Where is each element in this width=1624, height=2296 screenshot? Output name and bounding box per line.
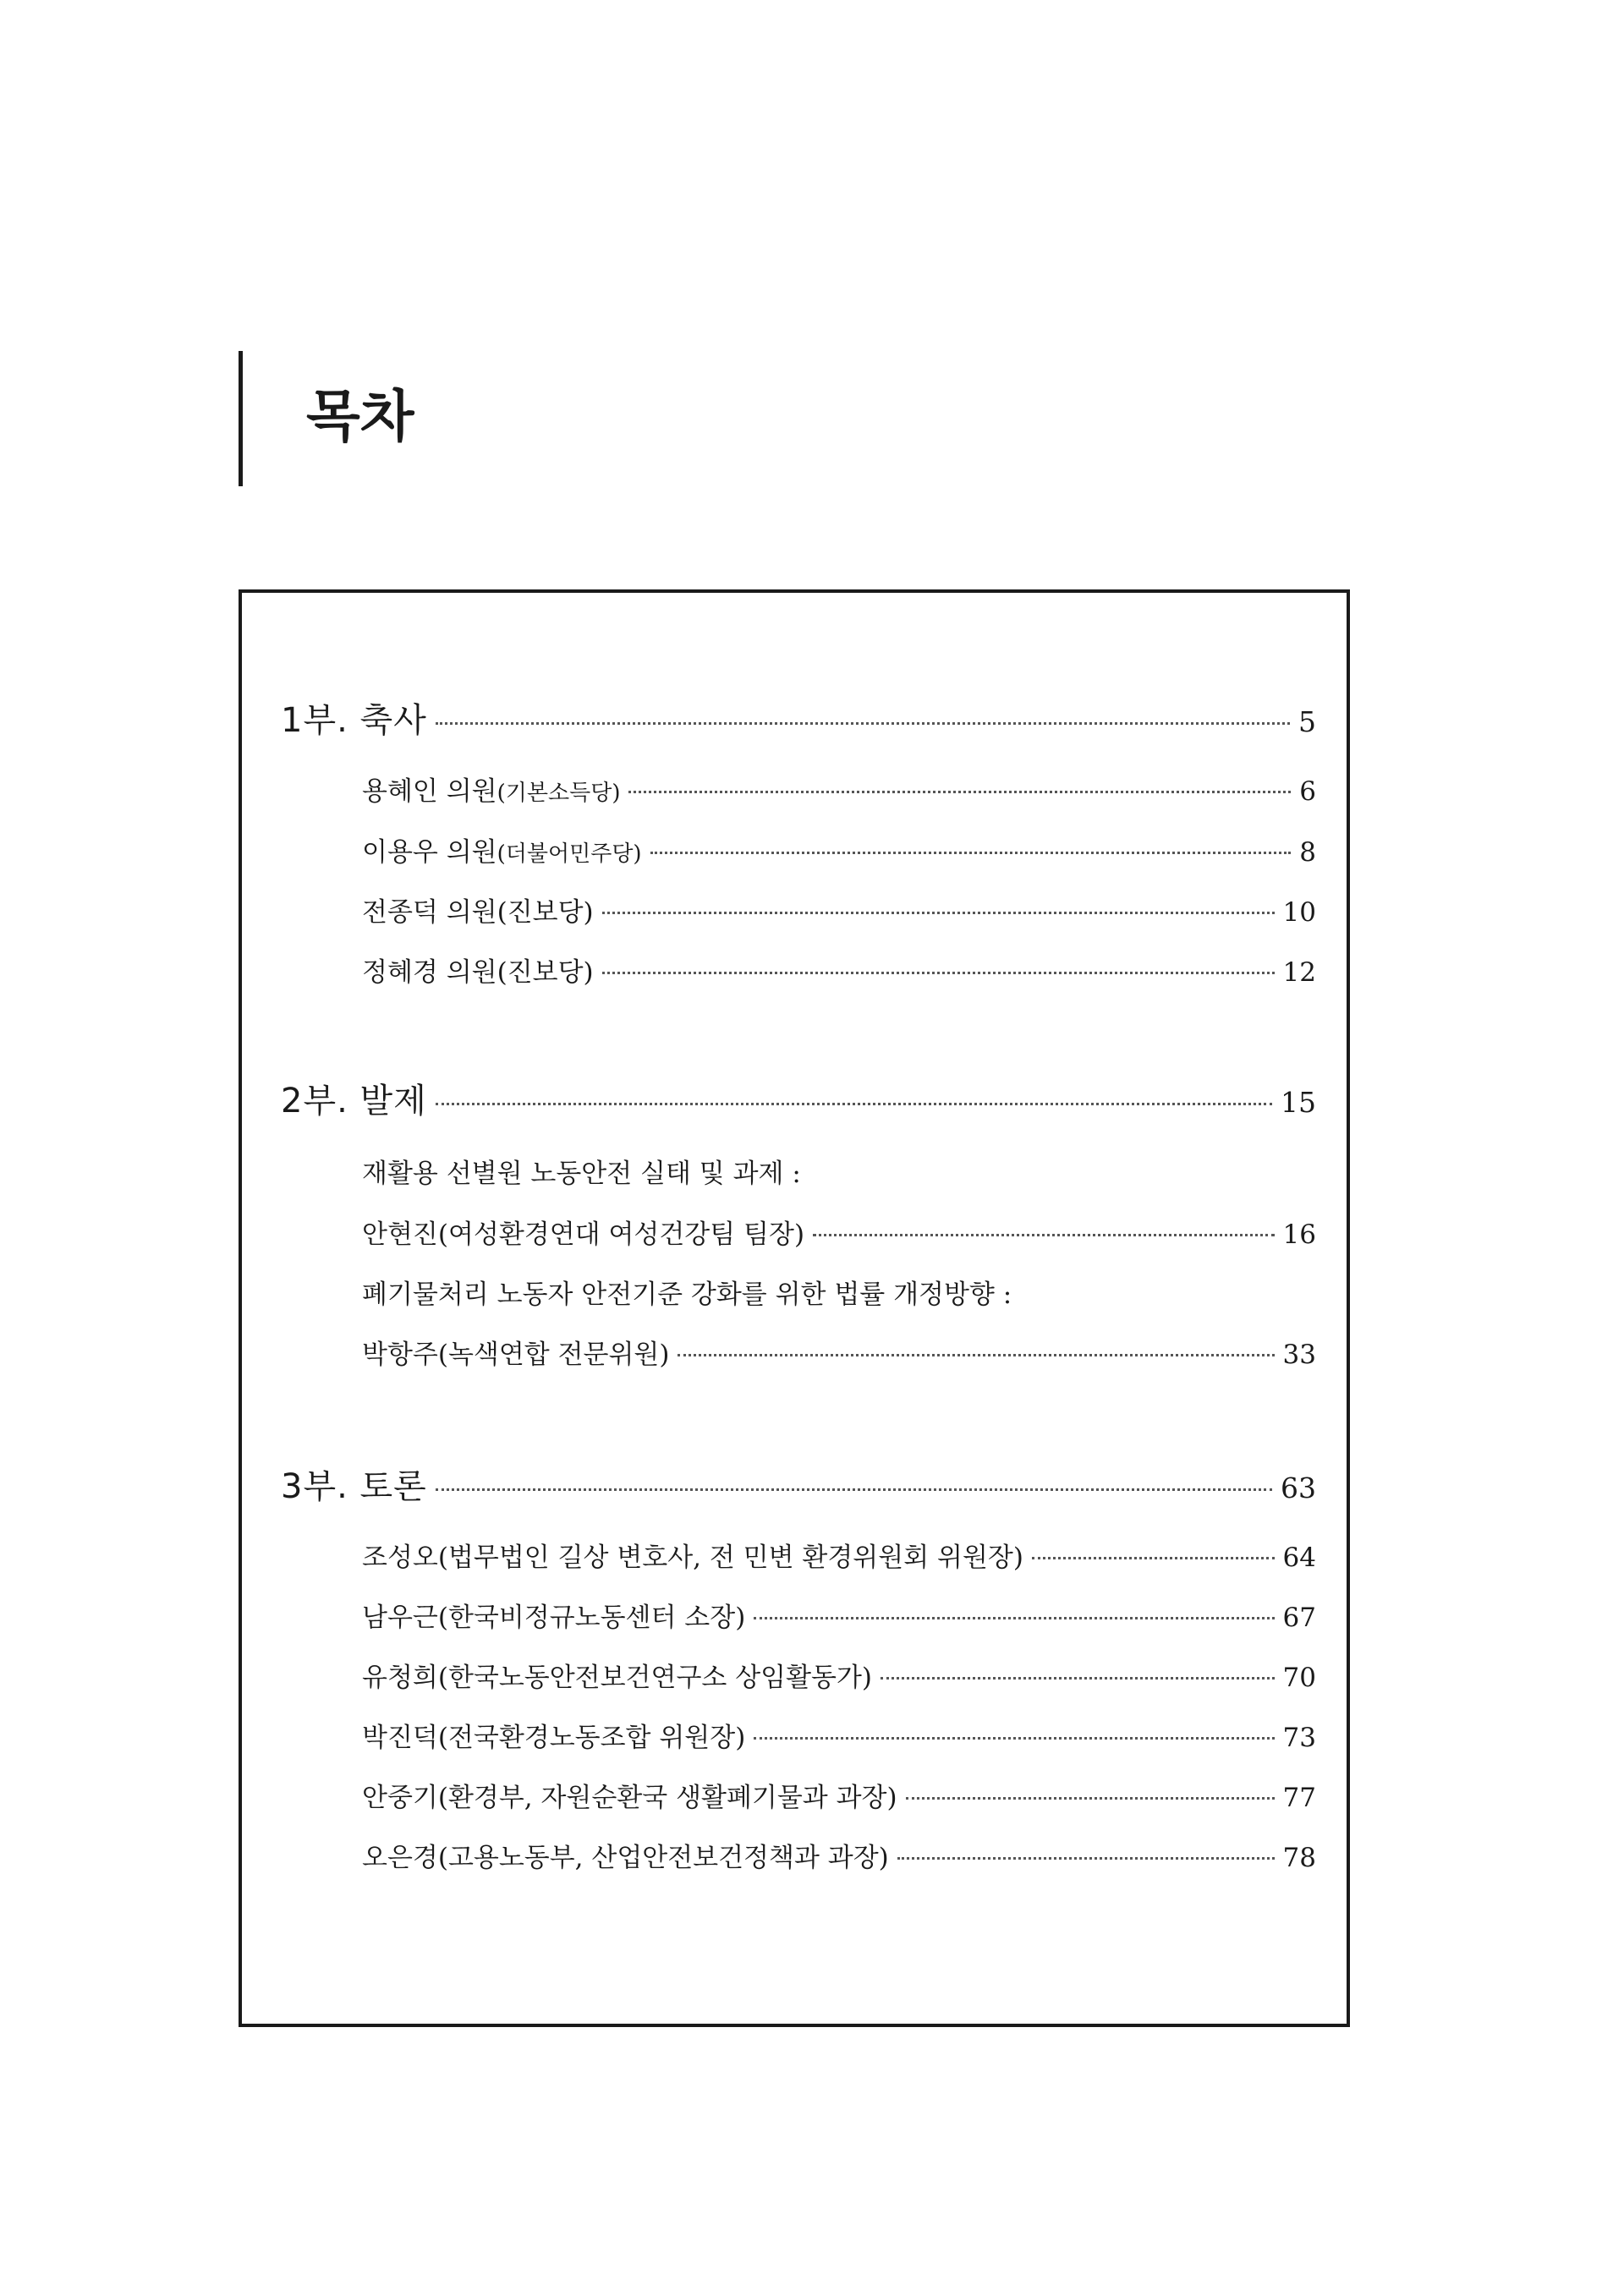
dot-leader: [1032, 1557, 1275, 1559]
dot-leader: [754, 1617, 1274, 1619]
toc-entry[interactable]: [362, 1776, 1316, 1814]
toc-entry-name: 박진덕: [362, 1723, 438, 1753]
toc-page-number: 77: [1282, 1783, 1316, 1813]
title-accent-bar: [239, 351, 243, 486]
toc-page-number: 63: [1281, 1471, 1316, 1504]
toc-entry-name: 박항주: [362, 1340, 438, 1370]
toc-entry-name: 안중기: [362, 1783, 438, 1813]
toc-entry-affiliation: (한국비정규노동센터 소장): [437, 1603, 746, 1633]
toc-entry-name: 이용우 의원: [362, 837, 497, 868]
toc-entry-affiliation: (기본소득당): [497, 781, 621, 806]
toc-entry-affiliation: (한국노동안전보건연구소 상임활동가): [437, 1663, 873, 1693]
toc-entry-name: 용혜인 의원: [362, 776, 497, 807]
toc-page-number: 12: [1282, 957, 1316, 988]
toc-entry[interactable]: [362, 1213, 1316, 1251]
toc-page-number: 16: [1282, 1219, 1316, 1250]
toc-entry-name: 안현진: [362, 1219, 438, 1250]
toc-page-number: 8: [1299, 837, 1316, 868]
toc-part-3[interactable]: [281, 1460, 1316, 1508]
toc-page-number: 6: [1299, 776, 1316, 807]
toc-entry-affiliation: (환경부, 자원순환국 생활폐기물과 과장): [437, 1783, 897, 1813]
toc-entry[interactable]: [362, 1596, 1316, 1634]
toc-page-number: 5: [1298, 705, 1316, 738]
toc-entry-subtitle: [362, 1152, 1316, 1190]
dot-leader: [678, 1354, 1274, 1356]
toc-part-2[interactable]: [281, 1074, 1316, 1122]
toc-entry-name: 정혜경 의원: [362, 957, 497, 988]
dot-leader: [436, 1103, 1272, 1105]
toc-entry[interactable]: [362, 1333, 1316, 1371]
toc-page-number: 64: [1282, 1543, 1316, 1573]
toc-part-label: 1부. 축사: [281, 701, 427, 740]
dot-leader: [436, 722, 1290, 725]
toc-entry-name: 남우근: [362, 1603, 438, 1633]
toc-part-label: 2부. 발제: [281, 1082, 427, 1121]
toc-entry-text: 재활용 선별원 노동안전 실태 및 과제 :: [362, 1159, 801, 1189]
toc-entry-name: 전종덕 의원: [362, 897, 497, 928]
toc-entry-name: 오은경: [362, 1843, 438, 1873]
toc-page-number: 10: [1282, 897, 1316, 928]
toc-entry[interactable]: [362, 951, 1316, 989]
dot-leader: [897, 1857, 1275, 1860]
toc-entry-text: 폐기물처리 노동자 안전기준 강화를 위한 법률 개정방향 :: [362, 1280, 1012, 1310]
toc-part-1[interactable]: [281, 693, 1316, 742]
dot-leader: [650, 852, 1292, 854]
toc-page-number: 67: [1282, 1603, 1316, 1633]
dot-leader: [602, 972, 1275, 974]
toc-page-number: 70: [1282, 1663, 1316, 1693]
page-title: 목차: [306, 384, 414, 449]
dot-leader: [602, 912, 1275, 914]
toc-entry-affiliation: (진보당): [497, 957, 594, 988]
dot-leader: [436, 1488, 1272, 1491]
dot-leader: [813, 1234, 1275, 1236]
toc-part-label: 3부. 토론: [281, 1467, 427, 1506]
dot-leader: [754, 1737, 1274, 1740]
toc-entry-affiliation: (법무법인 길상 변호사, 전 민변 환경위원회 위원장): [437, 1543, 1023, 1573]
toc-entry[interactable]: [362, 1716, 1316, 1754]
toc-page-number: 73: [1282, 1723, 1316, 1753]
toc-entry[interactable]: [362, 1836, 1316, 1874]
toc-entry-subtitle: [362, 1273, 1316, 1311]
toc-entry[interactable]: [362, 1536, 1316, 1574]
dot-leader: [906, 1797, 1275, 1800]
toc-entry-affiliation: (더불어민주당): [497, 841, 642, 867]
toc-entry-affiliation: (전국환경노동조합 위원장): [437, 1723, 746, 1753]
toc-entry[interactable]: [362, 890, 1316, 929]
toc-entry[interactable]: [362, 1656, 1316, 1694]
toc-entry-name: 유청희: [362, 1663, 438, 1693]
dot-leader: [881, 1677, 1275, 1680]
toc-entry-affiliation: (여성환경연대 여성건강팀 팀장): [437, 1219, 805, 1250]
toc-page-number: 33: [1282, 1340, 1316, 1370]
toc-entry[interactable]: [362, 770, 1316, 808]
toc-entry-affiliation: (진보당): [497, 897, 594, 928]
toc-page-number: 78: [1282, 1843, 1316, 1873]
toc-entry[interactable]: [362, 830, 1316, 869]
toc-entry-affiliation: (녹색연합 전문위원): [437, 1340, 670, 1370]
toc-entry-affiliation: (고용노동부, 산업안전보건정책과 과장): [437, 1843, 889, 1873]
toc-page-number: 15: [1281, 1086, 1316, 1119]
dot-leader: [628, 791, 1291, 793]
toc-entry-name: 조성오: [362, 1543, 438, 1573]
